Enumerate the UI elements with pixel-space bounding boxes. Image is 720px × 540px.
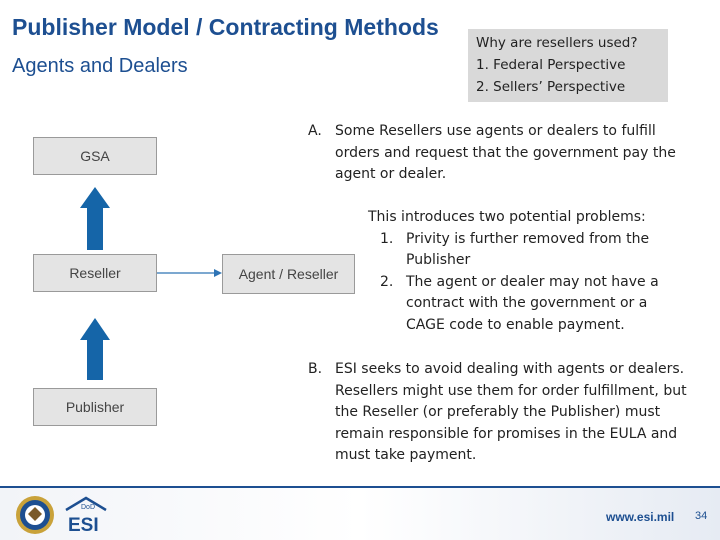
problem-text: Privity is further removed from the Publisher <box>406 230 650 268</box>
why-box-heading: Why are resellers used? <box>476 35 638 51</box>
esi-logo-icon <box>66 498 106 536</box>
gsa-box: GSA <box>33 137 157 175</box>
point-a-text: Some Resellers use agents or dealers to fulfill orders and request that the government pay the agent or dealer. <box>335 123 676 182</box>
problem-marker: 2. <box>380 273 394 290</box>
problem-item <box>360 229 680 272</box>
problem-marker: 1. <box>380 230 394 247</box>
footer-logos <box>14 494 124 536</box>
point-b-marker: B. <box>308 361 323 377</box>
publisher-box: Publisher <box>33 388 157 426</box>
logo-small-text: DoD <box>81 504 96 511</box>
logo-text: ESI <box>68 515 99 536</box>
problems-list <box>360 207 680 336</box>
point-a <box>308 121 703 186</box>
point-b-text: ESI seeks to avoid dealing with agents or dealers. Resellers might use them for order fulfillment, but the Reseller (or preferably the Publisher) must remain responsible for promises in the EULA and must take payment. <box>335 361 687 463</box>
connector-arrow-icon <box>157 269 222 277</box>
problems-intro: This introduces two potential problems: <box>368 209 646 225</box>
footer-url-link[interactable]: www.esi.mil <box>606 510 675 524</box>
problem-item <box>360 272 680 337</box>
slide-title: Publisher Model / Contracting Methods <box>12 14 439 40</box>
point-b <box>308 359 708 467</box>
why-box-item-2: 2. Sellers’ Perspective <box>476 79 626 95</box>
slide-subtitle: Agents and Dealers <box>12 55 188 77</box>
reseller-box: Reseller <box>33 254 157 292</box>
why-box-item-1: 1. Federal Perspective <box>476 57 626 73</box>
problem-text: The agent or dealer may not have a contract with the government or a CAGE code to enable payment. <box>406 273 659 333</box>
dod-seal-icon <box>16 496 54 534</box>
point-a-marker: A. <box>308 123 322 139</box>
arrow-up-icon <box>80 318 110 380</box>
page-number: 34 <box>695 510 708 522</box>
arrow-up-icon <box>80 187 110 250</box>
agent-reseller-box: Agent / Reseller <box>222 254 355 294</box>
